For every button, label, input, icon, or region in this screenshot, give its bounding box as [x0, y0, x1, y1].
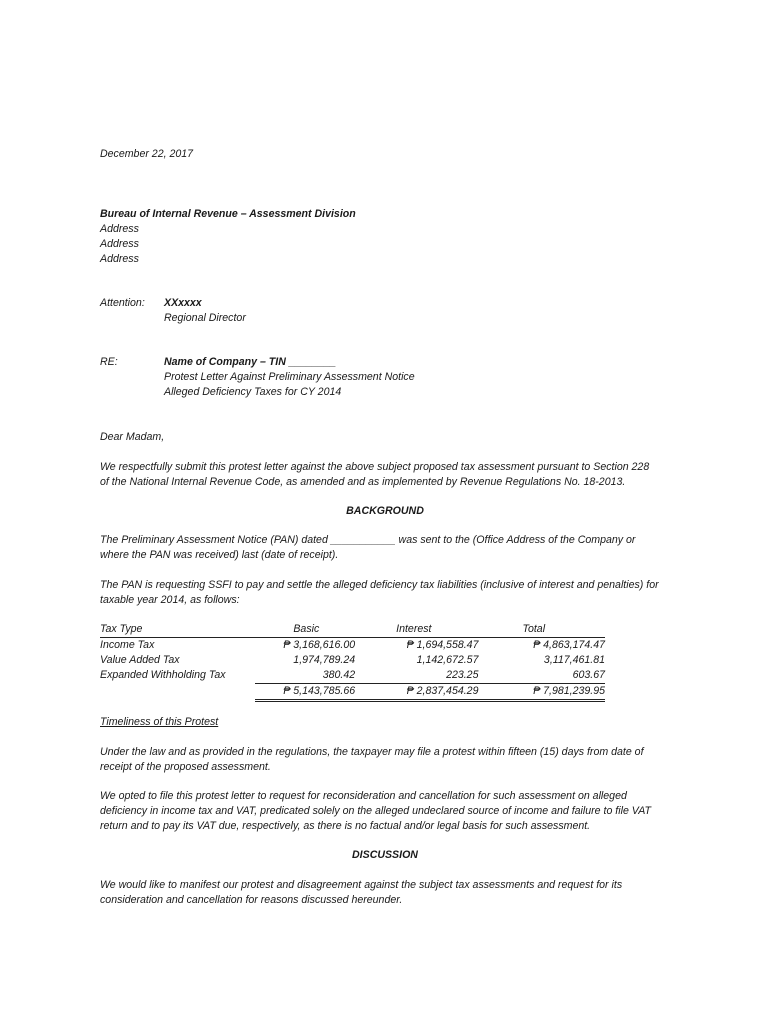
recipient-name: Bureau of Internal Revenue – Assessment Division — [100, 208, 356, 220]
heading-background: BACKGROUND — [346, 505, 424, 517]
column-header: Total — [478, 622, 605, 638]
law-paragraph — [100, 745, 670, 775]
letter-date: December 22, 2017 — [100, 148, 194, 160]
table-cell: ₱ 4,863,174.47 — [533, 639, 605, 651]
table-cell: ₱ 3,168,616.00 — [283, 639, 356, 651]
recipient-address-2: Address — [100, 238, 139, 250]
re-label: RE: — [100, 356, 118, 368]
pan-line-1: The Preliminary Assessment Notice (PAN) dated ___________ was sent to the (Office Address of the Company or — [100, 534, 636, 546]
law-line-2: receipt of the proposed assessment. — [100, 761, 271, 773]
column-header: Tax Type — [100, 622, 255, 638]
salutation: Dear Madam, — [100, 431, 165, 443]
table-cell: 3,117,461.81 — [543, 654, 605, 666]
table-cell: 223.25 — [446, 669, 479, 681]
re-line-1: Name of Company – TIN ________ — [164, 356, 336, 368]
table-cell: 380.42 — [322, 669, 356, 681]
discussion-paragraph — [100, 878, 670, 908]
table-cell: Expanded Withholding Tax — [100, 669, 226, 682]
attention-block — [164, 296, 246, 326]
table-cell: Income Tax — [100, 639, 155, 651]
opted-paragraph — [100, 789, 670, 834]
re-line-2: Protest Letter Against Preliminary Assessment Notice — [164, 371, 415, 383]
column-header: Interest — [355, 622, 478, 638]
column-header: Basic — [255, 622, 355, 638]
attention-label: Attention: — [100, 297, 145, 309]
table-header-row — [100, 622, 605, 638]
heading-discussion: DISCUSSION — [352, 849, 418, 861]
pan-line-2: where the PAN was received) last (date of receipt). — [100, 549, 339, 561]
discussion-line-2: consideration and cancellation for reasons discussed hereunder. — [100, 894, 403, 906]
re-line-3: Alleged Deficiency Taxes for CY 2014 — [164, 386, 342, 398]
table-total-row — [100, 684, 605, 701]
total-total: ₱ 7,981,239.95 — [478, 684, 605, 701]
table-row — [100, 653, 605, 668]
intro-paragraph — [100, 460, 670, 490]
attention-title: Regional Director — [164, 312, 246, 324]
subheading-timeliness: Timeliness of this Protest — [100, 716, 219, 728]
table-cell — [100, 684, 255, 701]
recipient-address-3: Address — [100, 253, 139, 265]
law-line-1: Under the law and as provided in the regulations, the taxpayer may file a protest within fifteen (15) days from date of — [100, 746, 644, 758]
table-cell: ₱ 1,694,558.47 — [406, 639, 479, 651]
intro-line-1: We respectfully submit this protest letter against the above subject proposed tax assessment pursuant to Section 228 — [100, 461, 650, 473]
total-basic: ₱ 5,143,785.66 — [255, 684, 355, 701]
table-cell: 1,974,789.24 — [293, 654, 356, 666]
table-cell: 1,142,672.57 — [416, 654, 479, 666]
opted-line-1: We opted to file this protest letter to request for reconsideration and cancellation for such assessment on alleged — [100, 790, 627, 802]
tax-table — [100, 622, 605, 702]
opted-line-3: return and to pay its VAT due, respectively, as there is no factual and/or legal basis for such assessment. — [100, 820, 591, 832]
opted-line-2: deficiency in income tax and VAT, predicated solely on the alleged undeclared source of income and failure to file VAT — [100, 805, 652, 817]
table-row — [100, 668, 605, 684]
total-interest: ₱ 2,837,454.29 — [355, 684, 478, 701]
re-block — [164, 355, 415, 400]
discussion-line-1: We would like to manifest our protest and disagreement against the subject tax assessments and request for its — [100, 879, 623, 891]
request-line-2: taxable year 2014, as follows: — [100, 594, 240, 606]
pan-paragraph — [100, 533, 670, 563]
recipient-address-1: Address — [100, 223, 139, 235]
table-cell: Value Added Tax — [100, 654, 180, 666]
request-paragraph — [100, 578, 670, 608]
recipient-block — [100, 207, 356, 267]
request-line-1: The PAN is requesting SSFI to pay and settle the alleged deficiency tax liabilities (inclusive of interest and penalties) for — [100, 579, 659, 591]
attention-name: XXxxxx — [164, 297, 202, 309]
intro-line-2: of the National Internal Revenue Code, as amended and as implemented by Revenue Regulations No. 18-2013. — [100, 476, 626, 488]
table-row — [100, 638, 605, 654]
table-cell: 603.67 — [572, 669, 605, 681]
